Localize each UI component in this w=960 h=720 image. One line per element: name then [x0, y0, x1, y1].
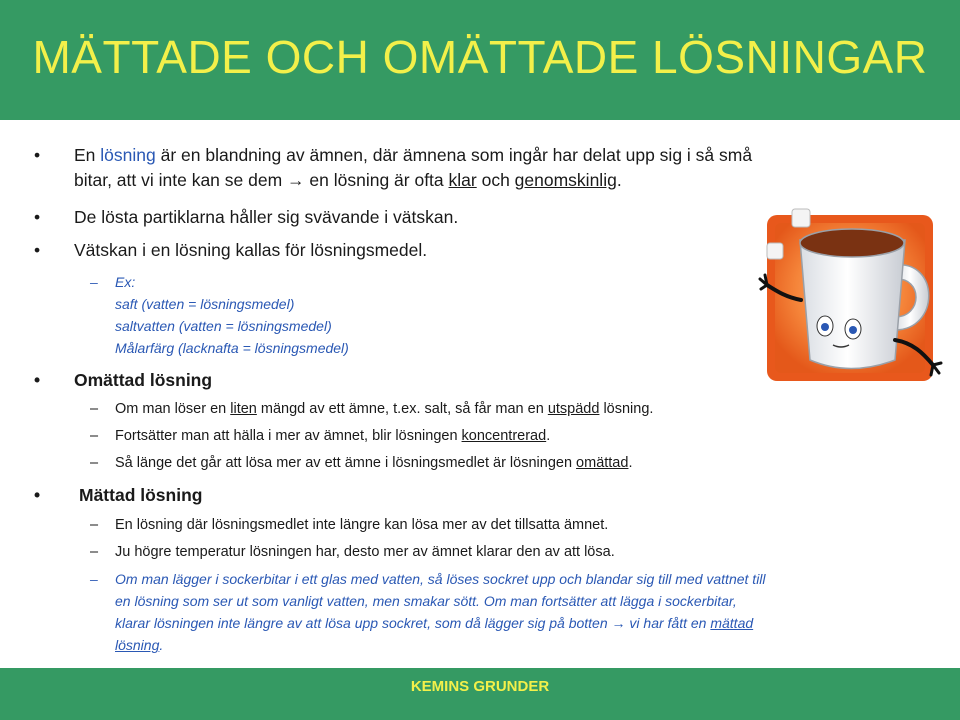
- example-item: saltvatten (vatten = lösningsmedel): [115, 318, 332, 334]
- term-clear: klar: [448, 170, 477, 190]
- term-solution: lösning: [100, 145, 156, 165]
- term-transparent: genomskinlig: [514, 170, 617, 190]
- page-title: MÄTTADE OCH OMÄTTADE LÖSNINGAR: [32, 31, 928, 83]
- footer-title: KEMINS GRUNDER: [410, 678, 550, 695]
- example-item: Målarfärg (lacknafta = lösningsmedel): [115, 340, 349, 356]
- slide-content: • En lösning är en blandning av ämnen, där ämnena som ingår har delat upp sig i så små bitar, att vi inte kan se dem → en lösning är ofta klar och genomskinlig. • De lösta partiklarna håller sig svävande i vätskan. • Vätskan i en lösning kallas för lösningsmedel. – Ex: saft (vatten = lösningsmedel) saltvatten (vatten = lösningsmedel) Målarfärg (lacknafta = lösningsmedel) • Omättad lösning – Om man löser en liten mängd av ett ämne, t.ex. salt, så får man en utspädd lösning. – Fortsätter man att hälla i mer av ämnet, blir lösningen koncentrerad. – Så länge det går att lösa mer av ett ämne i lösningsmedlet är lösningen omättad. • Mättad lösning – En lösning där lösningsmedlet inte längre kan lösa mer av det tillsatta ämnet. – Ju högre temperatur lösningen har, desto mer av ämnet klarar den av att lösa. – Om man lägger i sockerbitar i ett glas med vatten, så löses sockret upp och blandar sig till med vattnet till en lösning som ser ut som vanligt vatten, men smakar sött. Om man fortsätter att lägga i sockerbitar, klarar lösningen inte längre av att lösa upp sockret, som då lägger sig på botten → vi har fått en mättad lösning.: [0, 0, 960, 668]
- sugar-cube: [792, 209, 810, 227]
- example-item: saft (vatten = lösningsmedel): [115, 296, 295, 312]
- examples-label: Ex:: [115, 274, 136, 290]
- coffee-surface: [800, 229, 904, 257]
- bullet-dot: •: [34, 145, 41, 165]
- section-heading: Mättad lösning: [79, 485, 203, 505]
- section-heading: Omättad lösning: [74, 370, 213, 390]
- footer-bar: [0, 668, 960, 720]
- coffee-mug-icon: [755, 205, 945, 395]
- sugar-cube: [767, 243, 783, 259]
